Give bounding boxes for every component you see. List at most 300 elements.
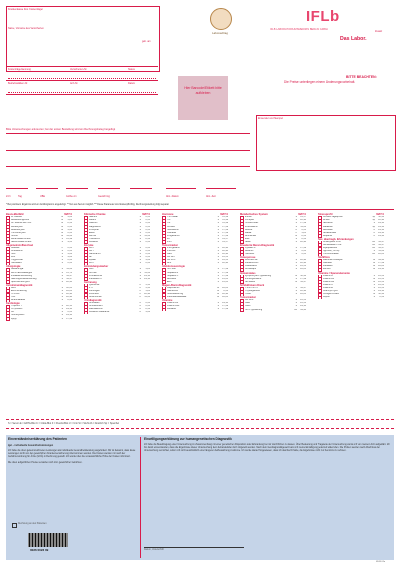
test-price: 34,97 xyxy=(378,240,384,243)
barcode-image xyxy=(28,533,68,547)
test-material: C xyxy=(139,292,141,295)
test-column xyxy=(84,213,150,314)
test-name: Vitamin B12 xyxy=(167,305,180,308)
test-material: S xyxy=(217,219,219,222)
test-material: Ab xyxy=(372,240,375,243)
test-material: S xyxy=(217,228,219,231)
test-name: PTT xyxy=(89,286,94,289)
test-material: S xyxy=(139,247,141,249)
test-name: Harnsäure xyxy=(11,262,22,265)
test-material: U xyxy=(373,234,375,237)
doctor-input-marks[interactable] xyxy=(8,86,156,93)
test-name: Vitamin C xyxy=(323,283,333,286)
patient-name-label: Name, Vorname des Versicherten xyxy=(8,27,44,30)
test-material: E xyxy=(373,292,375,295)
barcode-sticker-area[interactable] xyxy=(178,76,228,120)
test-price: 8,16 xyxy=(301,234,306,237)
test-name: GPT xyxy=(89,250,94,253)
right-panel-title: Einwilligungserklärung zur humangenetischen Diagnostik xyxy=(144,437,232,441)
test-name: CK xyxy=(11,311,15,314)
test-material: S xyxy=(295,305,297,308)
zusatz-label: Zusatz xyxy=(375,30,383,33)
test-name: TPO-AK xyxy=(11,292,20,295)
test-price: 4,66 xyxy=(145,311,150,314)
column-title: Stressprofil xyxy=(318,213,333,216)
material-col-5[interactable] xyxy=(130,180,152,189)
section-title: Erweiterte Nieren-Diagnostik xyxy=(240,243,275,247)
test-material: S xyxy=(295,268,297,271)
section-title: Osteoporose xyxy=(240,256,256,260)
test-name: Östradiol xyxy=(167,231,177,234)
header-divider-2 xyxy=(6,80,158,81)
test-name: Quick/INR xyxy=(89,283,100,286)
test-material: St xyxy=(372,265,375,268)
test-name: Noradrenalin xyxy=(323,231,337,234)
material-col-6[interactable] xyxy=(166,180,196,189)
test-material: Sp xyxy=(372,225,375,228)
test-name: Ammoniak xyxy=(245,234,256,237)
test-price: 8,16 xyxy=(145,308,150,311)
column-title: Klinische Chemie xyxy=(84,213,106,216)
test-material: S xyxy=(139,240,141,243)
befund-line xyxy=(6,133,250,134)
test-name: Knochen-AP xyxy=(245,259,258,262)
column-title: Hormone xyxy=(162,213,174,216)
test-material: E xyxy=(61,222,63,225)
test-material: S xyxy=(217,240,219,243)
test-price: 23,31 xyxy=(378,274,384,277)
test-material: Ab xyxy=(372,253,375,256)
test-material: S xyxy=(61,250,63,253)
test-checkbox[interactable] xyxy=(240,309,244,312)
test-name: Cortisol-Tagesprofil xyxy=(323,216,343,219)
test-price: 22,15 xyxy=(66,305,72,308)
test-material: St xyxy=(216,286,219,289)
invoice-checkbox[interactable] xyxy=(12,523,17,528)
test-price: 29,14 xyxy=(378,234,384,237)
lab-logo-seal xyxy=(210,8,232,30)
test-material: S xyxy=(217,274,219,277)
test-price: 5,83 xyxy=(145,289,150,292)
test-name: Kupfer xyxy=(323,296,330,299)
test-material: St xyxy=(216,292,219,295)
test-material: S xyxy=(295,216,297,219)
test-name: Mikroalbumin xyxy=(89,308,103,311)
test-material: Sp xyxy=(372,219,375,222)
test-price: 29,14 xyxy=(378,289,384,292)
test-name: Hepatitis C xyxy=(167,274,179,277)
material-key: S = Serum E = EDTA-Blut C = Citrat-Blut F = Fluorid-Blut U = Urin St = Stuhl Ab = Abstrich Sp = Speichel xyxy=(8,422,120,425)
left-panel-text: Ich habe die oben gekennzeichneten Leistungen als individuelle Gesundheitsleistung angefordert. Mir ist bekannt, dass diese Leistungen nicht von der gesetzlichen Krankenversicherung übernommen werden. Die Kosten werden mir nach der Gebührenordnung für Ärzte (GOÄ) in Rechnung gestellt. Ich wurde über die voraussichtliche Höhe der Kosten informiert. xyxy=(8,450,136,458)
section-title: Infektionsserologie xyxy=(162,265,185,269)
section-title: Schilddrüsen-Check xyxy=(240,283,265,287)
test-material: S xyxy=(139,274,141,277)
test-price: 20,98 xyxy=(222,262,228,265)
test-name: Syphilis (TPHA) xyxy=(323,250,340,253)
test-item[interactable] xyxy=(240,309,306,312)
section-title: Kardiologie xyxy=(6,302,20,306)
material-col-4[interactable] xyxy=(98,180,120,189)
test-material: S xyxy=(217,253,219,256)
section-title: Magen-/Darm-Diagnostik xyxy=(162,283,192,287)
test-material: C xyxy=(139,283,141,286)
test-material: S xyxy=(61,317,63,320)
test-material: S xyxy=(139,225,141,228)
column-meta: MAT € xyxy=(376,213,384,216)
column-title: Basis-Blutbild xyxy=(6,213,24,216)
doctor-number-label: Arzt-Nr. xyxy=(70,82,79,85)
insurer-id-label: Kostenträgerkennung xyxy=(8,68,31,71)
test-item[interactable] xyxy=(162,308,228,311)
test-material: St xyxy=(372,262,375,265)
test-material: E xyxy=(61,225,63,228)
test-name: Ferritin xyxy=(89,234,97,237)
test-name: ANA xyxy=(11,286,16,289)
test-material: S xyxy=(295,225,297,228)
test-price: 23,31 xyxy=(300,265,306,268)
test-item[interactable] xyxy=(6,318,72,321)
test-price: 2,33 xyxy=(67,311,72,314)
test-material: E xyxy=(61,219,63,222)
test-material: S xyxy=(139,277,141,280)
test-price: 13,99 xyxy=(66,237,72,240)
test-name: Thrombozyten xyxy=(11,231,26,234)
test-material: S xyxy=(373,250,375,253)
material-col-2[interactable] xyxy=(36,180,58,189)
test-name: Selen xyxy=(245,240,251,243)
test-material: S xyxy=(217,305,219,308)
test-name: PSA gesamt xyxy=(167,247,180,249)
test-name: Insulin xyxy=(245,216,252,219)
das-labor-tagline: Das Labor. xyxy=(340,36,367,42)
test-price: 17,49 xyxy=(222,274,228,277)
test-name: LH xyxy=(167,237,170,240)
material-col-3[interactable] xyxy=(66,180,88,189)
test-material: S xyxy=(295,237,297,240)
test-price: 17,49 xyxy=(222,271,228,274)
test-material: S xyxy=(295,265,297,268)
test-material: S xyxy=(139,268,141,271)
test-price: 34,97 xyxy=(66,274,72,277)
test-price: 20,98 xyxy=(222,250,228,253)
test-name: AFP xyxy=(167,262,172,265)
test-material: S xyxy=(217,225,219,228)
befund-note: Bitte Untersuchungen ankreuzen; bei der ersten Bestellung wird ein Rechnungsbeleg beigefügt xyxy=(6,128,116,131)
test-material: U xyxy=(139,308,141,311)
test-name: Transferrin xyxy=(89,237,101,240)
test-price: 4,66 xyxy=(145,259,150,262)
test-price: 3,50 xyxy=(145,283,150,286)
test-name: Dopamin xyxy=(323,234,333,237)
date-label: Datum xyxy=(128,82,136,85)
column-meta: MAT € xyxy=(64,213,72,216)
test-name: Triglyceride xyxy=(11,259,23,262)
test-price: 20,98 xyxy=(222,292,228,295)
test-name: Serotonin xyxy=(323,222,333,225)
sticker-text: Hier Barcode/Etikett bitte aufkleben xyxy=(184,86,222,95)
test-price: 11,66 xyxy=(300,225,306,228)
test-material: St xyxy=(372,268,375,271)
test-name: Laktat xyxy=(245,231,252,234)
test-material: S xyxy=(61,289,63,292)
test-price: 26,23 xyxy=(66,289,72,292)
test-name: Inhalationsscreening xyxy=(11,274,33,277)
test-name: Spezifisches IgG4 xyxy=(11,280,30,283)
test-name: Lipase xyxy=(89,259,96,262)
test-item[interactable] xyxy=(318,296,384,299)
test-name: Gesamt-IgE xyxy=(11,268,24,271)
test-price: 52,46 xyxy=(300,274,306,277)
test-price: 13,99 xyxy=(222,216,228,219)
left-panel-title: Einverständniserklärung des Patienten xyxy=(8,437,67,441)
barcode-number: 0026 0023 09 xyxy=(30,548,49,552)
test-material: S xyxy=(61,240,63,243)
test-name: Vitamin B1 xyxy=(323,277,335,280)
test-name: C-Peptid xyxy=(245,219,254,222)
test-material: S xyxy=(61,277,63,280)
test-material: S xyxy=(373,296,375,299)
test-price: 18,65 xyxy=(66,286,72,289)
test-price: 14,57 xyxy=(222,240,228,243)
material-label-7: Abn.-Zeit xyxy=(206,195,216,198)
test-price: 11,66 xyxy=(378,250,384,253)
test-name: Glukose xyxy=(11,247,20,249)
test-price: 23,31 xyxy=(378,283,384,286)
test-price: 2,33 xyxy=(145,231,150,234)
column-meta: MAT € xyxy=(220,213,228,216)
test-name: Adrenalin xyxy=(323,228,333,231)
invoice-label: Rechnung an den Patienten xyxy=(18,523,47,525)
test-price: 2,33 xyxy=(67,250,72,253)
test-material: S xyxy=(139,222,141,225)
test-name: Lp(a) xyxy=(11,317,17,320)
test-material: S xyxy=(61,299,63,302)
test-name: fT4 xyxy=(167,222,171,225)
test-checkbox[interactable] xyxy=(162,308,166,311)
test-price: 23,31 xyxy=(222,259,228,262)
test-price: 23,31 xyxy=(222,256,228,259)
test-price: 20,98 xyxy=(66,292,72,295)
test-name: Harnstoff xyxy=(245,253,255,256)
test-name: Borrelien xyxy=(167,277,177,280)
test-price: 17,49 xyxy=(222,234,228,237)
test-material: Sp xyxy=(372,216,375,219)
test-checkbox[interactable] xyxy=(84,311,88,314)
test-material: Ab xyxy=(372,247,375,249)
test-price: 4,66 xyxy=(67,253,72,256)
test-price: 2,33 xyxy=(301,250,306,253)
test-price: 11,66 xyxy=(66,234,72,237)
test-material: E xyxy=(373,280,375,283)
left-panel-subtitle: Igel – individuelle Gesundheitsleistungen xyxy=(8,445,54,447)
section-title: Enzyme xyxy=(84,243,94,247)
material-label-6: Abn.-Datum xyxy=(166,195,179,198)
test-name: EBV xyxy=(167,280,172,283)
test-name: fT3 xyxy=(167,219,171,222)
test-name: Osteocalcin xyxy=(245,265,258,268)
test-price: 13,99 xyxy=(222,222,228,225)
test-material: Ab xyxy=(372,243,375,246)
test-price: 9,33 xyxy=(67,240,72,243)
test-material: S xyxy=(295,290,297,293)
test-name: Progesteron xyxy=(167,234,180,237)
test-name: Fructosamin xyxy=(245,225,258,228)
material-col-7[interactable] xyxy=(206,180,236,189)
right-panel-text: Ich habe die Beauftragung einer Untersuchung im Zusammenhang mit einer genetischen Disposition oder Erkrankung bei mir durchführen zu lassen. Über Bedeutung und Tragweite der Untersuchung wurde ich von meinem Arzt aufgeklärt. Ich bin damit einverstanden, dass die Ergebnisse dieser Untersuchung dem behandelnden Arzt mitgeteilt werden. Nach dem Gendiagnostikgesetz kann ich meine Einwilligung jederzeit widerrufen. Die Proben werden nach Abschluss der Untersuchung vernichtet, sofern ich nicht ausdrücklich einer längeren Aufbewahrung zustimme. Ich wurde darauf hingewiesen, dass ich das Recht habe, die Ergebnisse nicht zur Kenntnis zu nehmen. xyxy=(144,444,390,452)
test-material: S xyxy=(61,256,63,259)
test-material: U xyxy=(139,311,141,314)
test-price: 17,49 xyxy=(222,268,228,271)
test-price: 17,49 xyxy=(66,317,72,320)
test-material: S xyxy=(61,286,63,289)
test-name: Blutsenkung/BSG xyxy=(11,219,30,222)
test-name: Procalcitonin xyxy=(89,274,103,277)
test-name: TSH/fT3/fT4 xyxy=(245,287,258,290)
section-title: Stuhlflora xyxy=(318,256,330,260)
signature-label: Datum, Unterschrift xyxy=(144,549,164,551)
test-material: S xyxy=(217,247,219,249)
test-material: C xyxy=(139,289,141,292)
test-name: NT-proBNP xyxy=(11,308,23,311)
test-material: S xyxy=(61,274,63,277)
section-title: Gerinnung xyxy=(84,280,97,284)
test-price: 2,33 xyxy=(145,240,150,243)
brand-subtitle: IFLB LABORATORIUMSMEDIZIN BERLIN GMBH xyxy=(270,28,328,31)
test-name: Mikrobiom-Analyse xyxy=(323,259,343,262)
test-name: Lymphozyten-Typisierung xyxy=(245,274,272,277)
test-material: U xyxy=(295,228,297,231)
notice-text: Die Preise unterliegen einem Änderungsvorbehalt. xyxy=(284,80,356,84)
patient-input-marks[interactable] xyxy=(8,72,156,79)
test-name: Fibrinogen xyxy=(89,289,100,292)
test-material: S xyxy=(217,262,219,265)
test-name: Nahrungsmittelscreening xyxy=(11,277,37,280)
test-name: Cystatin C xyxy=(245,247,256,249)
material-label-3: UBE xyxy=(40,195,45,198)
test-price: 17,49 xyxy=(222,305,228,308)
test-price: 8,16 xyxy=(223,289,228,292)
test-name: Hepatitis B xyxy=(167,271,179,274)
test-name: Magnesium xyxy=(89,225,101,228)
test-price: 20,98 xyxy=(300,240,306,243)
test-price: 2,33 xyxy=(145,302,150,305)
test-material: S xyxy=(217,271,219,274)
test-checkbox[interactable] xyxy=(318,296,322,299)
test-price: 26,23 xyxy=(378,253,384,256)
test-price: 17,49 xyxy=(300,222,306,225)
test-price: 4,66 xyxy=(67,216,72,219)
test-price: 11,66 xyxy=(144,271,150,274)
test-price: 5,83 xyxy=(301,231,306,234)
material-label-1: 24 h xyxy=(6,195,11,198)
test-material: S xyxy=(61,308,63,311)
test-price: 20,98 xyxy=(144,292,150,295)
test-material: S xyxy=(61,305,63,308)
test-price: 52,46 xyxy=(378,292,384,295)
test-material: S xyxy=(295,222,297,225)
test-price: 26,23 xyxy=(300,268,306,271)
test-price: 2,33 xyxy=(145,256,150,259)
material-label-2: Tag xyxy=(18,195,22,198)
test-name: Homocystein xyxy=(11,314,25,317)
test-price: 20,40 xyxy=(66,280,72,283)
birth-date-label: geb. am xyxy=(142,40,151,43)
befund-line-3 xyxy=(6,166,250,167)
test-price: 23,31 xyxy=(300,299,306,302)
test-name: Testosteron xyxy=(167,228,179,231)
legend-divider xyxy=(6,209,394,210)
test-price: 34,97 xyxy=(300,280,306,283)
test-material: S xyxy=(217,234,219,237)
test-item[interactable] xyxy=(84,241,150,244)
section-title: Urindiagnostik xyxy=(84,299,102,303)
test-price: 17,49 xyxy=(222,225,228,228)
test-column xyxy=(240,213,306,312)
test-material: S xyxy=(139,253,141,256)
test-material: S xyxy=(139,262,141,265)
panel-separator xyxy=(140,437,141,558)
cut-line-top xyxy=(6,419,394,420)
section-title: Entzündungsmarker xyxy=(84,265,109,269)
test-name: Kalium xyxy=(89,219,97,222)
status-label: Status xyxy=(128,68,135,71)
test-name: D-Dimere xyxy=(89,292,99,295)
test-price: 13,99 xyxy=(222,219,228,222)
test-checkbox[interactable] xyxy=(6,318,10,321)
test-material: S xyxy=(61,311,63,314)
test-name: Zink xyxy=(245,237,250,240)
test-material: U xyxy=(139,305,141,308)
test-material: S xyxy=(217,277,219,280)
test-price: 2,33 xyxy=(145,225,150,228)
test-price: 29,14 xyxy=(66,308,72,311)
test-price: 25,65 xyxy=(222,277,228,280)
business-number-label: Betriebsstätten-Nr. xyxy=(8,82,28,85)
test-material: S xyxy=(61,262,63,265)
test-name: Folsäure xyxy=(167,308,176,311)
test-name: Gonokokken PCR xyxy=(323,243,342,246)
test-price: 4,66 xyxy=(67,228,72,231)
test-price: 34,97 xyxy=(378,247,384,249)
test-item[interactable] xyxy=(84,311,150,314)
test-price: 23,31 xyxy=(378,286,384,289)
insurer-label: Krankenkasse bzw. Kostenträger xyxy=(8,8,43,11)
column-meta: MAT € xyxy=(142,213,150,216)
test-price: 26,23 xyxy=(300,293,306,296)
sender-stamp-box[interactable] xyxy=(256,115,396,171)
section-title: Vitamine xyxy=(162,299,173,303)
test-name: Candida xyxy=(323,262,332,265)
test-name: ENA-Screening xyxy=(11,289,27,292)
material-col-1[interactable] xyxy=(6,180,28,189)
test-price: 29,14 xyxy=(300,305,306,308)
test-name: Gamma-GT xyxy=(89,253,102,256)
test-name: Troponin T xyxy=(11,305,22,308)
laborauftrag-badge: Laborauftrag xyxy=(212,31,228,35)
test-name: Hämoccult xyxy=(167,289,178,292)
test-price: 20,98 xyxy=(300,290,306,293)
test-name: Natrium xyxy=(89,216,98,219)
test-price: 34,97 xyxy=(66,277,72,280)
patient-data-box xyxy=(6,6,160,72)
test-material: S xyxy=(61,271,63,274)
test-price: 2,33 xyxy=(145,216,150,219)
legend-line: * Bei positivem Ergebnis wird ein Antibiogramm angefertigt. ** Nur aus Serum möglich *** Diese Parameter sind kostenpflichtig, Rechnungsstellung folgt separat xyxy=(6,204,169,206)
test-name: Melatonin xyxy=(323,225,333,228)
test-name: Interleukin 6 xyxy=(89,277,102,280)
test-name: Antithrombin xyxy=(89,296,102,299)
test-material: St xyxy=(372,259,375,262)
